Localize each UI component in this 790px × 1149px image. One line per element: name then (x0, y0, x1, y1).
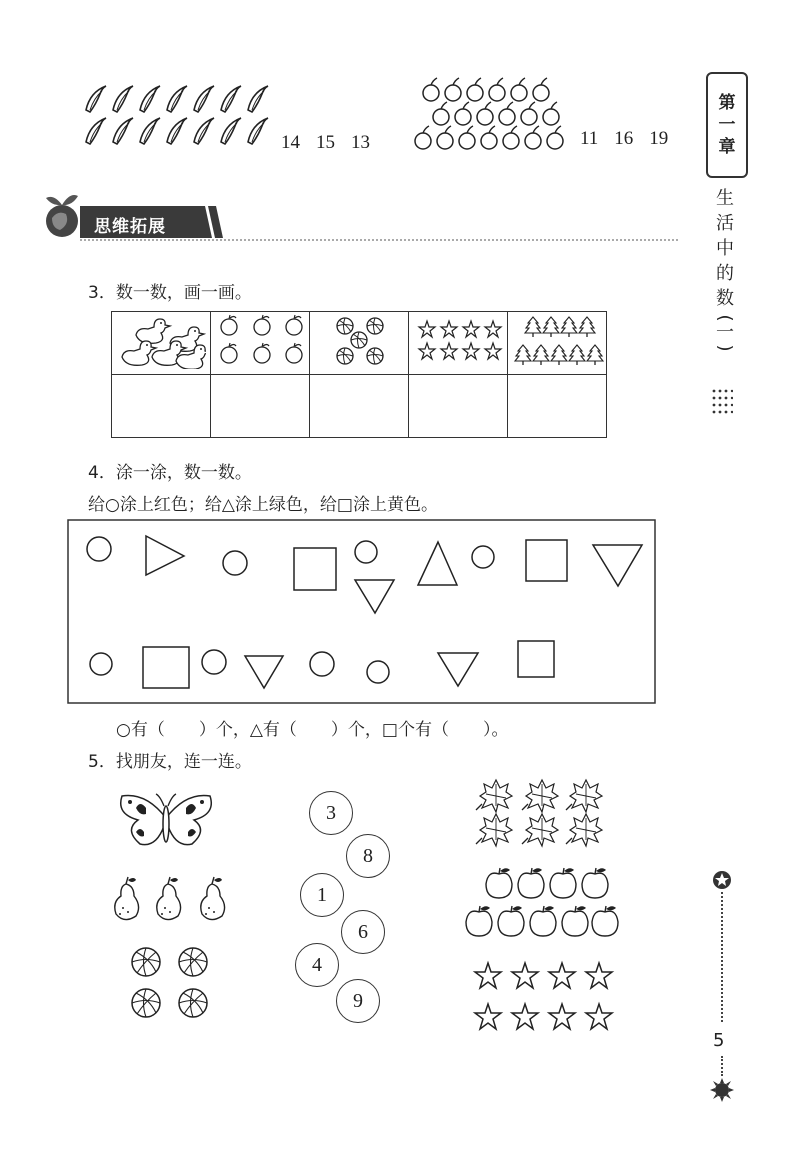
chapter-title (710, 186, 740, 355)
count-draw-table (111, 311, 607, 438)
stars-icon (413, 313, 503, 369)
draw-cell[interactable] (112, 375, 211, 438)
volleyballs-icon (314, 313, 404, 369)
triangle-shape (146, 536, 184, 575)
title-char: ( (715, 314, 736, 322)
sun-icon (710, 1078, 734, 1102)
circle-shape (367, 661, 389, 683)
apples-cell (211, 312, 310, 375)
shapes-box (67, 519, 657, 705)
pears-icon[interactable] (108, 872, 232, 922)
number-choice[interactable]: 13 (351, 132, 370, 153)
title-char: 数 (716, 288, 734, 309)
number-choice[interactable]: 16 (614, 128, 634, 149)
triangle-shape (245, 656, 283, 688)
page-number: 5 (713, 1030, 725, 1051)
number-circle-4[interactable]: 4 (295, 943, 339, 987)
bananas-group (82, 84, 282, 150)
draw-cell[interactable] (508, 375, 607, 438)
volleyballs-cell (310, 312, 409, 375)
question-4-answer-line[interactable]: ○有（ ）个，△有（ ）个，□个有（ ）。 (116, 720, 509, 740)
circle-shape (310, 652, 334, 676)
number-circle-9[interactable]: 9 (336, 979, 380, 1023)
triangle-shape (418, 542, 457, 585)
sidebar-dotted-line (721, 892, 723, 1022)
draw-cell[interactable] (310, 375, 409, 438)
triangle-shape (438, 653, 478, 686)
title-char: 生 (716, 188, 734, 209)
chapter-label (706, 72, 748, 178)
number-circle-8[interactable]: 8 (346, 834, 390, 878)
number-choice[interactable]: 15 (316, 132, 335, 153)
question-4-instruction: 给○涂上红色；给△涂上绿色，给□涂上黄色。 (88, 495, 438, 515)
title-char: 的 (716, 263, 734, 284)
circle-shape (202, 650, 226, 674)
circle-shape (90, 653, 112, 675)
title-char: 活 (716, 213, 734, 234)
cherries-group (412, 72, 578, 156)
number-choice[interactable]: 19 (649, 128, 669, 149)
chapter-char: 一 (718, 115, 736, 135)
title-char: ) (715, 344, 736, 352)
leaves-icon[interactable] (470, 778, 610, 850)
square-shape (526, 540, 567, 581)
draw-cell[interactable] (409, 375, 508, 438)
stars-cell (409, 312, 508, 375)
chapter-char: 第 (718, 93, 736, 113)
question-4-text: 4．涂一涂，数一数。 (88, 463, 252, 483)
section-title: 思维拓展 (94, 217, 166, 237)
number-choices-left (281, 132, 370, 154)
dots-grid-icon (711, 388, 733, 414)
apples-icon (215, 313, 305, 369)
title-char: 中 (716, 238, 734, 259)
number-circle-3[interactable]: 3 (309, 791, 353, 835)
star-badge-icon (712, 870, 732, 890)
square-shape (518, 641, 554, 677)
question-5-text: 5．找朋友，连一连。 (88, 752, 252, 772)
triangle-shape (593, 545, 642, 586)
question-3-text: 3．数一数，画一画。 (88, 283, 252, 303)
square-shape (294, 548, 336, 590)
butterfly-icon[interactable] (116, 790, 216, 852)
circle-shape (472, 546, 494, 568)
circle-shape (355, 541, 377, 563)
triangle-shape (355, 580, 394, 613)
number-choice[interactable]: 14 (281, 132, 300, 153)
number-choice[interactable]: 11 (580, 128, 599, 149)
number-circle-6[interactable]: 6 (341, 910, 385, 954)
volleyballs-group-icon[interactable] (128, 944, 214, 1024)
trees-icon (510, 313, 604, 369)
stars-group-icon[interactable] (472, 960, 622, 1032)
draw-cell[interactable] (211, 375, 310, 438)
circle-shape (223, 551, 247, 575)
chapter-char: 章 (718, 137, 736, 157)
ducks-icon (116, 313, 206, 369)
apples-group-icon[interactable] (462, 864, 622, 942)
number-choices-right (580, 128, 668, 150)
circle-shape (87, 537, 111, 561)
trees-cell (508, 312, 607, 375)
sidebar-dotted-line (721, 1056, 723, 1076)
number-circle-1[interactable]: 1 (300, 873, 344, 917)
square-shape (143, 647, 189, 688)
title-char: 一 (716, 322, 734, 343)
ducks-cell (112, 312, 211, 375)
